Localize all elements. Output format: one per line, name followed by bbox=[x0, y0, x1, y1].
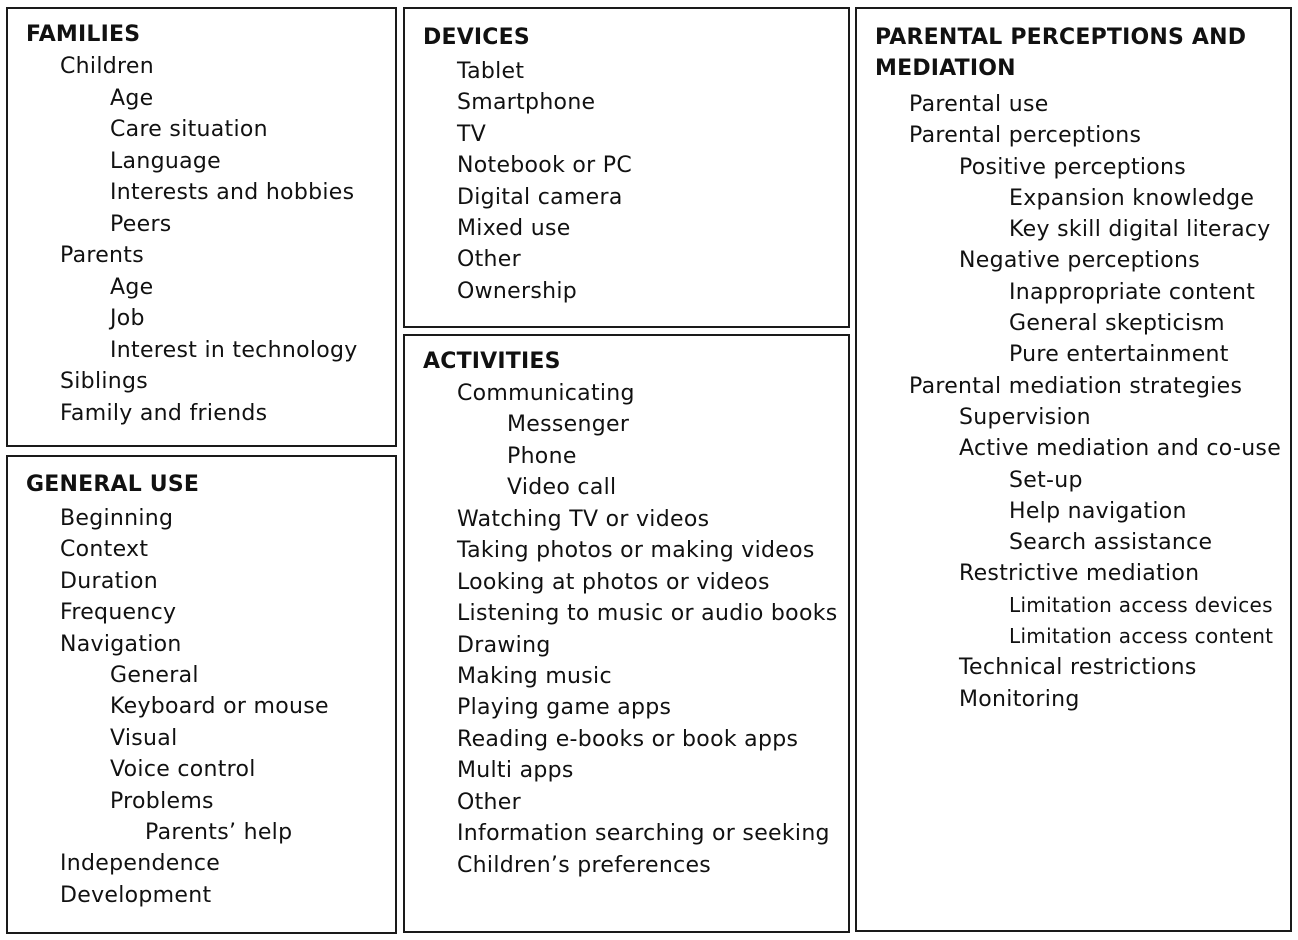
list-item: Restrictive mediation bbox=[959, 561, 1200, 587]
list-item: Limitation access devices bbox=[1009, 592, 1273, 617]
list-item: Messenger bbox=[507, 412, 630, 438]
devices-box bbox=[403, 7, 850, 328]
list-item: Looking at photos or videos bbox=[457, 569, 770, 595]
activities-list bbox=[457, 378, 838, 881]
list-item: General skepticism bbox=[1009, 311, 1225, 337]
list-item: Navigation bbox=[60, 631, 182, 657]
general-use-box bbox=[6, 455, 397, 934]
list-item: Age bbox=[110, 85, 154, 111]
list-item: Smartphone bbox=[457, 90, 596, 116]
families-box bbox=[6, 7, 397, 447]
list-item: Digital camera bbox=[457, 184, 623, 210]
list-item: Problems bbox=[110, 788, 214, 814]
list-item: Set-up bbox=[1009, 467, 1083, 493]
list-item: Context bbox=[60, 537, 149, 563]
list-item: Negative perceptions bbox=[959, 248, 1200, 274]
list-item: Search assistance bbox=[1009, 530, 1213, 556]
list-item: Parents’ help bbox=[145, 819, 293, 845]
activities-box bbox=[403, 334, 850, 933]
list-item: Limitation access content bbox=[1009, 624, 1274, 649]
list-item: Children’s preferences bbox=[457, 852, 712, 878]
list-item: Job bbox=[110, 306, 145, 331]
list-item: Expansion knowledge bbox=[1009, 185, 1255, 211]
list-item: Supervision bbox=[959, 404, 1091, 430]
list-item: Parental mediation strategies bbox=[909, 373, 1243, 399]
list-item: Pure entertainment bbox=[1009, 342, 1229, 368]
devices-list bbox=[457, 56, 632, 307]
parental-box bbox=[855, 7, 1292, 932]
list-item: Inappropriate content bbox=[1009, 279, 1256, 305]
list-item: Phone bbox=[507, 443, 577, 469]
general-use-list bbox=[60, 503, 329, 911]
list-item: Watching TV or videos bbox=[457, 506, 710, 532]
list-item: Keyboard or mouse bbox=[110, 694, 329, 720]
list-item: Monitoring bbox=[959, 686, 1080, 712]
activities-title: ACTIVITIES bbox=[423, 349, 561, 374]
list-item: Language bbox=[110, 148, 221, 174]
list-item: Technical restrictions bbox=[959, 655, 1197, 681]
list-item: Peers bbox=[110, 211, 172, 237]
list-item: Notebook or PC bbox=[457, 153, 633, 179]
list-item: Voice control bbox=[110, 757, 256, 783]
list-item: Parental perceptions bbox=[909, 123, 1142, 149]
list-item: Duration bbox=[60, 568, 158, 594]
list-item: Family and friends bbox=[60, 400, 268, 426]
devices-title: DEVICES bbox=[423, 25, 530, 50]
list-item: Visual bbox=[110, 725, 178, 751]
list-item: Reading e-books or book apps bbox=[457, 726, 799, 752]
list-item: Children bbox=[60, 54, 154, 79]
list-item: Development bbox=[60, 882, 212, 908]
parental-list bbox=[909, 89, 1281, 715]
list-item: Communicating bbox=[457, 381, 635, 406]
list-item: Other bbox=[457, 247, 521, 273]
list-item: Making music bbox=[457, 663, 612, 689]
list-item: Multi apps bbox=[457, 758, 574, 784]
list-item: Beginning bbox=[60, 506, 174, 531]
parental-title-line2: MEDIATION bbox=[875, 56, 1016, 81]
list-item: Tablet bbox=[457, 59, 525, 84]
list-item: Parents bbox=[60, 243, 144, 268]
list-item: Other bbox=[457, 789, 521, 815]
list-item: Video call bbox=[507, 475, 617, 501]
list-item: Interests and hobbies bbox=[110, 180, 355, 205]
list-item: Independence bbox=[60, 851, 221, 877]
list-item: Mixed use bbox=[457, 215, 571, 241]
list-item: Ownership bbox=[457, 278, 578, 304]
list-item: Frequency bbox=[60, 600, 177, 626]
list-item: Active mediation and co-use bbox=[959, 436, 1282, 462]
parental-title-line1: PARENTAL PERCEPTIONS AND bbox=[875, 25, 1247, 50]
list-item: Positive perceptions bbox=[959, 154, 1187, 180]
list-item: Parental use bbox=[909, 92, 1049, 117]
list-item: Listening to music or audio books bbox=[457, 601, 838, 627]
list-item: Playing game apps bbox=[457, 695, 672, 721]
list-item: Key skill digital literacy bbox=[1009, 217, 1271, 243]
list-item: TV bbox=[457, 121, 487, 147]
list-item: Information searching or seeking bbox=[457, 821, 830, 847]
list-item: Siblings bbox=[60, 369, 149, 394]
list-item: Taking photos or making videos bbox=[457, 538, 815, 564]
list-item: Interest in technology bbox=[110, 337, 358, 363]
list-item: Drawing bbox=[457, 632, 551, 658]
list-item: Age bbox=[110, 274, 154, 300]
list-item: General bbox=[110, 662, 199, 688]
list-item: Care situation bbox=[110, 117, 268, 142]
list-item: Help navigation bbox=[1009, 498, 1187, 524]
families-title: FAMILIES bbox=[26, 22, 141, 47]
families-list bbox=[60, 51, 358, 429]
general-use-title: GENERAL USE bbox=[26, 472, 200, 497]
